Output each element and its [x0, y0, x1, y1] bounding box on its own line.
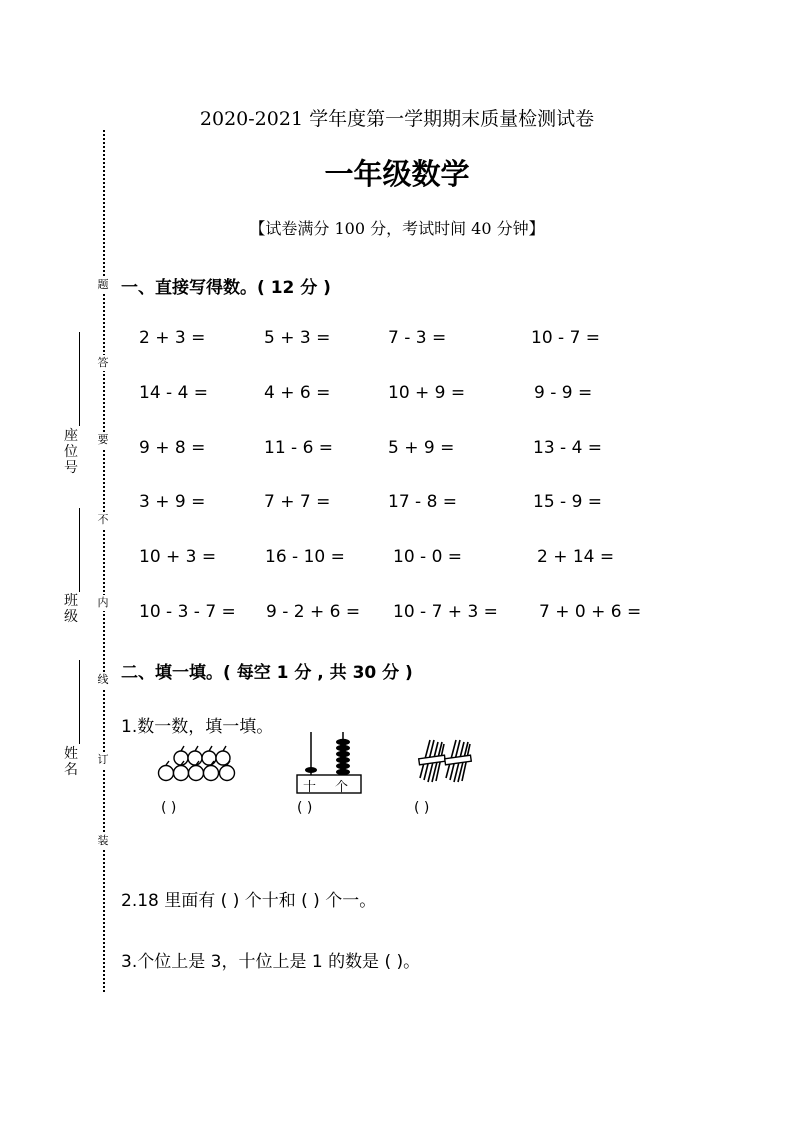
abacus-tens-label: 十: [303, 780, 317, 795]
calc-item: 9 - 9 =: [534, 383, 593, 403]
section2-title: 二、填一填。( 每空 1 分 , 共 30 分 ): [121, 663, 413, 683]
seal-char: 线: [95, 672, 111, 688]
calc-item: 15 - 9 =: [533, 492, 603, 512]
answer-blank-sticks[interactable]: ( ): [414, 800, 430, 816]
calc-item: 16 - 10 =: [265, 547, 345, 567]
calc-item: 3 + 9 =: [139, 492, 206, 512]
name-label: 姓名: [64, 746, 78, 778]
exam-note: 【试卷满分 100 分，考试时间 40 分钟】: [249, 219, 545, 238]
question-1: 1.数一数，填一填。: [121, 717, 274, 737]
question-3: 3.个位上是 3，十位上是 1 的数是 ( )。: [121, 952, 421, 972]
calc-item: 7 + 0 + 6 =: [539, 602, 642, 622]
seal-char: 内: [95, 595, 111, 611]
calc-item: 10 + 9 =: [388, 383, 466, 403]
calc-item: 10 + 3 =: [139, 547, 217, 567]
apples-picture: [154, 740, 248, 790]
calc-item: 13 - 4 =: [533, 438, 603, 458]
grade-title: 一年级数学: [324, 157, 470, 191]
exam-title: 2020-2021 学年度第一学期期末质量检测试卷: [199, 108, 595, 130]
seal-char: 题: [95, 277, 111, 293]
seal-char: 答: [95, 355, 111, 371]
seat-number-label: 座位号: [64, 428, 78, 476]
seal-char: 装: [95, 833, 111, 849]
calc-item: 11 - 6 =: [264, 438, 334, 458]
calc-item: 10 - 3 - 7 =: [139, 602, 236, 622]
class-line[interactable]: [79, 508, 80, 592]
calc-item: 10 - 7 =: [531, 328, 601, 348]
calc-item: 10 - 7 + 3 =: [393, 602, 498, 622]
seal-char: 订: [95, 752, 111, 768]
calc-item: 7 + 7 =: [264, 492, 331, 512]
name-line[interactable]: [79, 660, 80, 744]
question-2: 2.18 里面有 ( ) 个十和 ( ) 个一。: [121, 891, 377, 911]
calc-item: 7 - 3 =: [388, 328, 447, 348]
abacus-picture: [294, 730, 366, 794]
calc-item: 2 + 14 =: [537, 547, 615, 567]
seat-number-line[interactable]: [79, 332, 80, 426]
calc-item: 5 + 3 =: [264, 328, 331, 348]
section1-title: 一、直接写得数。( 12 分 ): [121, 278, 331, 298]
calc-item: 9 + 8 =: [139, 438, 206, 458]
seal-char: 要: [95, 432, 111, 448]
calc-item: 14 - 4 =: [139, 383, 209, 403]
calc-item: 17 - 8 =: [388, 492, 458, 512]
answer-blank-abacus[interactable]: ( ): [297, 800, 313, 816]
calc-item: 2 + 3 =: [139, 328, 206, 348]
class-label: 班级: [64, 593, 78, 625]
answer-blank-apples[interactable]: ( ): [161, 800, 177, 816]
binding-dotted-line: [103, 130, 105, 992]
stick-bundles-picture: [414, 736, 478, 788]
calc-item: 9 - 2 + 6 =: [266, 602, 361, 622]
calc-item: 10 - 0 =: [393, 547, 463, 567]
abacus-ones-label: 个: [335, 780, 349, 795]
calc-item: 4 + 6 =: [264, 383, 331, 403]
seal-char: 不: [95, 512, 111, 528]
calc-item: 5 + 9 =: [388, 438, 455, 458]
